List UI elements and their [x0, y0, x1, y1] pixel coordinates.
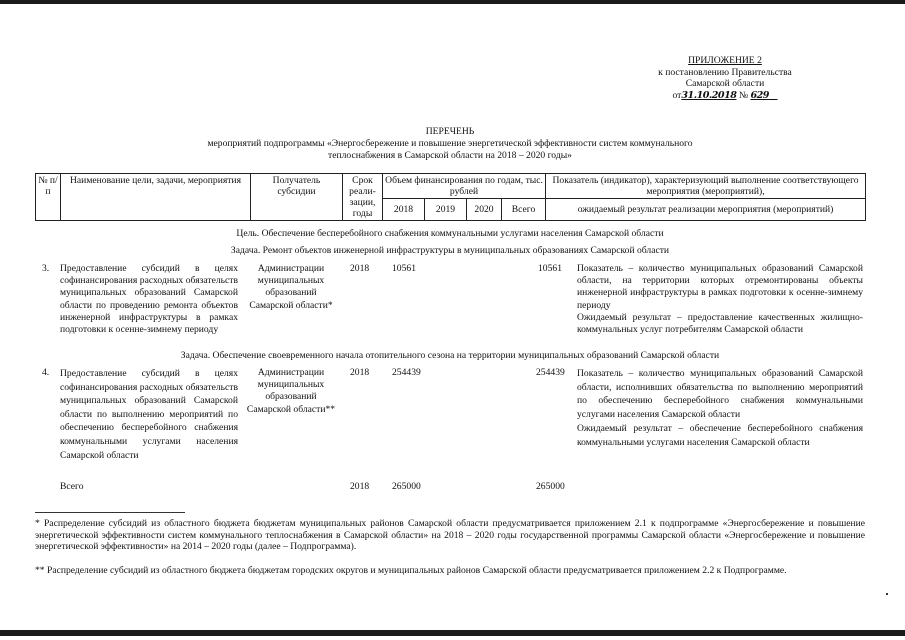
- row3-total: 10561: [538, 263, 562, 274]
- row3-num: 3.: [42, 263, 50, 274]
- heading-line1: мероприятий подпрограммы «Энергосбережение и повышение энергетической эффективности систем коммунального: [207, 138, 693, 149]
- scan-top-edge: [0, 0, 905, 4]
- row4-name: Предоставление субсидий в целях софинансирования расходных обязательств муниципальных образований Самарской области по выполнению мероприятий по обеспечению бесперебойного снабжения коммунальными услугами населения Самарской области: [60, 368, 238, 461]
- date-prefix: от: [672, 89, 682, 101]
- total-2018: 265000: [392, 481, 421, 492]
- total-label: Всего: [60, 481, 84, 492]
- appendix-line1: к постановлению Правительства: [658, 66, 792, 78]
- heading-title: ПЕРЕЧЕНЬ: [425, 126, 475, 137]
- scan-speck: [886, 593, 888, 595]
- header-2020: 2020: [467, 199, 502, 221]
- header-2019: 2019: [425, 199, 467, 221]
- appendix-line2: Самарской области: [685, 78, 765, 89]
- row4-result: Ожидаемый результат – обеспечение бесперебойного снабжения коммунальными услугами населения Самарской области: [577, 423, 863, 448]
- header-funding: Объем финансирования по годам, тыс. рублей: [383, 174, 546, 199]
- document-heading: [100, 126, 800, 162]
- appendix-title: ПРИЛОЖЕНИЕ 2: [688, 55, 762, 66]
- row3-term: 2018: [350, 263, 370, 274]
- goal-row: Цель. Обеспечение бесперебойного снабжения коммунальными услугами населения Самарской области: [236, 228, 664, 239]
- total-term: 2018: [350, 481, 370, 492]
- row4-2018: 254439: [392, 367, 421, 378]
- task2-row: Задача. Обеспечение своевременного начала отопительного сезона на территории муниципальных образований Самарской области: [180, 350, 720, 361]
- row4-term: 2018: [350, 367, 370, 378]
- total-total: 265000: [536, 481, 565, 492]
- number-prefix: №: [738, 89, 749, 101]
- date-handwritten: 31.10.2018: [681, 89, 737, 101]
- header-total: Всего: [502, 199, 546, 221]
- number-handwritten: 629: [750, 89, 769, 101]
- row4-num: 4.: [42, 367, 50, 378]
- row4-total: 254439: [536, 367, 565, 378]
- measures-table-header: [35, 173, 866, 221]
- heading-line2: теплоснабжения в Самарской области на 2018 – 2020 годы»: [328, 150, 572, 161]
- scan-bottom-edge: [0, 630, 905, 636]
- row4-indicator: Показатель – количество муниципальных образований Самарской области, исполнивших обязательства по выполнению мероприятий по обеспечению бесперебойного снабжения коммунальными услугами населения Самарской области: [577, 368, 863, 420]
- header-2018: 2018: [383, 199, 425, 221]
- header-indicator: Показатель (индикатор), характеризующий выполнение соответствующего мероприятия (мероприятий),: [546, 174, 866, 199]
- footnote-2: ** Распределение субсидий из областного бюджета бюджетам городских округов и муниципальных районов Самарской области предусматривается приложением 2.2 к Подпрограмме.: [35, 565, 787, 576]
- footnote-divider: [35, 512, 185, 513]
- row3-name: Предоставление субсидий в целях софинансирования расходных обязательств муниципальных образований Самарской области по проведению ремонта объектов инженерной инфраструктуры в рамках подготовки к осенне-зимнему периоду: [60, 263, 238, 336]
- row3-2018: 10561: [392, 263, 416, 274]
- row3-recipient: Администрации муниципальных образований Самарской области*: [249, 263, 333, 311]
- row3-result: Ожидаемый результат – предоставление качественных жилищно-коммунальных услуг потребителям Самарской области: [577, 312, 863, 336]
- header-term: Срок реали-зации, годы: [343, 174, 383, 221]
- row3-indicator: Показатель – количество муниципальных образований Самарской области, на территории которых отремонтированы объекты инженерной инфраструктуры в рамках подготовки к осенне-зимнему периоду: [577, 263, 863, 311]
- task1-row: Задача. Ремонт объектов инженерной инфраструктуры в муниципальных образованиях Самарской области: [230, 245, 670, 256]
- appendix-date-line: [600, 90, 850, 102]
- appendix-header: [600, 55, 850, 101]
- header-num: № п/п: [36, 174, 61, 221]
- header-recipient: Получатель субсидии: [251, 174, 343, 221]
- header-name: Наименование цели, задачи, мероприятия: [61, 174, 251, 221]
- footnote-1: * Распределение субсидий из областного бюджета бюджетам муниципальных районов Самарской области предусматривается приложением 2.1 к подпрограмме «Энергосбережение и повышение энергетической эффективности систем коммунального теплоснабжения в Самарской области» на 2018 – 2020 годы государственной программы Самарской области «Энергосбережение и повышение энергетической эффективности» на 2014 – 2020 годы (далее – Подпрограмма).: [35, 518, 865, 552]
- header-result: ожидаемый результат реализации мероприятия (мероприятий): [546, 199, 866, 221]
- row4-recipient: Администрации муниципальных образований Самарской области**: [246, 367, 336, 415]
